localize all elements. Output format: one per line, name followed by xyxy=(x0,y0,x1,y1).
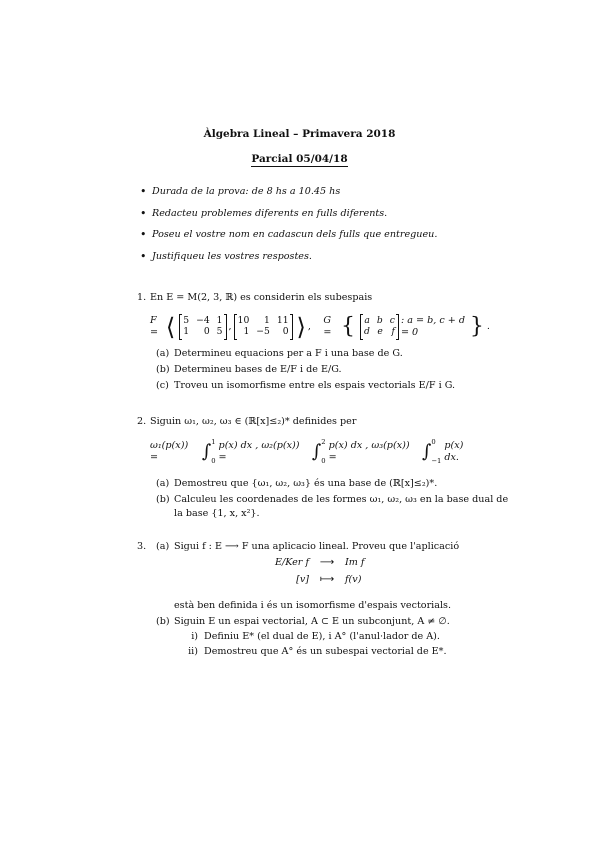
matrix-cell: b xyxy=(376,315,383,327)
formula-tail: p(x) dx. xyxy=(444,440,464,463)
problem1-part-label: (a) xyxy=(156,348,170,359)
matrix-cell: 1 xyxy=(263,315,270,327)
left-brace: { xyxy=(341,314,355,339)
left-angle: ⟨ xyxy=(165,313,176,341)
map-element: [v] xyxy=(296,574,309,585)
matrix-cell: a xyxy=(364,315,370,327)
matrix-cell: 11 xyxy=(276,315,289,327)
matrix-cell: 0 xyxy=(203,326,210,337)
problem1-part-text: Determineu equacions per a F i una base de G. xyxy=(174,348,403,359)
problem2-part-text: Demostreu que {ω₁, ω₂, ω₃} és una base de (ℝ[x]≤₂)*. xyxy=(174,478,438,489)
problem2-formula xyxy=(150,436,480,468)
matrix-cell: e xyxy=(377,326,383,337)
matrix-f2 xyxy=(234,315,293,338)
lower-limit: −1 xyxy=(431,457,442,466)
lower-limit: 0 xyxy=(211,457,216,466)
problem2-part-label: (a) xyxy=(156,478,170,489)
instruction-item: • Redacteu problemes diferents en fulls diferents. xyxy=(140,208,540,230)
map-definition xyxy=(261,557,421,591)
map-codomain: Im f xyxy=(345,557,365,568)
integral-limits xyxy=(431,439,441,465)
matrix-cell: −4 xyxy=(196,315,210,327)
integral-sign: ∫ xyxy=(311,441,322,462)
problem1-part-text: Determineu bases de E/F i de E/G. xyxy=(174,364,342,375)
problem3-part-label: (b) xyxy=(156,616,170,627)
upper-limit: 0 xyxy=(431,438,436,446)
problem1-number: 1. xyxy=(137,292,147,303)
comma: , xyxy=(228,321,232,332)
long-right-arrow-icon: ⟶ xyxy=(319,557,335,568)
map-row xyxy=(261,557,421,574)
spacer: , xyxy=(307,321,311,332)
instructions-list xyxy=(140,186,540,272)
matrix-cell: 1 xyxy=(183,326,190,337)
matrix-cell: 5 xyxy=(183,315,190,327)
omega1-def: ω₁(p(x)) = xyxy=(150,440,189,463)
matrix-cell: −5 xyxy=(256,326,270,337)
matrix-cell: 1 xyxy=(243,326,250,337)
problem3-part-text: està ben definida i és un isomorfisme d'espais vectorials. xyxy=(174,600,451,611)
problem2-number: 2. xyxy=(137,416,147,427)
problem1-part-label: (c) xyxy=(156,380,169,391)
problem3-subitem-text: Demostreu que A° és un subespai vectorial de E*. xyxy=(204,646,447,657)
matrix-g xyxy=(360,315,399,338)
problem1-part-label: (b) xyxy=(156,364,170,375)
g-condition: : a = b, c + d = 0 xyxy=(400,315,465,338)
matrix-cell: 1 xyxy=(216,315,223,327)
problem1-intro: En E = M(2, 3, ℝ) es considerin els subespais xyxy=(150,292,373,303)
matrix-f1 xyxy=(179,315,226,338)
lower-limit: 0 xyxy=(321,457,326,466)
problem1-part-text: Troveu un isomorfisme entre els espais vectorials E/F i G. xyxy=(174,380,456,391)
omega2-def: p(x) dx , ω₂(p(x)) = xyxy=(218,440,300,463)
period: . xyxy=(486,321,490,332)
problem2-part-text: Calculeu les coordenades de les formes ω₁, ω₂, ω₃ en la base dual de xyxy=(174,494,509,505)
subtitle-text: Parcial 05/04/18 xyxy=(251,153,348,165)
matrix-cell: f xyxy=(391,326,395,337)
matrix-cell: d xyxy=(364,326,370,337)
upper-limit: 1 xyxy=(211,438,216,446)
map-image: f(v) xyxy=(345,574,362,585)
problem1-formula xyxy=(150,312,490,342)
problem2-part-text: la base {1, x, x²}. xyxy=(174,508,260,519)
problem3-part-text: Siguin E un espai vectorial, A ⊂ E un subconjunt, A ≠ ∅. xyxy=(174,616,450,627)
right-angle: ⟩ xyxy=(296,313,306,341)
map-row xyxy=(261,574,421,591)
integral-limits xyxy=(211,439,215,465)
page-subtitle xyxy=(0,153,599,166)
matrix-cell: 10 xyxy=(237,315,250,327)
integral-sign: ∫ xyxy=(421,441,432,462)
problem3-part-label: (a) xyxy=(156,541,170,552)
problem3-part-text: Sigui f : E ⟶ F una aplicacio lineal. Proveu que l'aplicació xyxy=(174,541,460,552)
page-title: Àlgebra Lineal – Primavera 2018 xyxy=(203,128,396,140)
integral-limits xyxy=(321,439,325,465)
instruction-item: • Poseu el vostre nom en cadascun dels fulls que entregueu. xyxy=(140,229,540,251)
omega3-def: p(x) dx , ω₃(p(x)) = xyxy=(328,440,410,463)
problem3-subitem-label: i) xyxy=(191,631,198,642)
maps-to-arrow-icon: ⟼ xyxy=(319,574,335,585)
g-label: G = xyxy=(323,315,332,338)
problem3-number: 3. xyxy=(137,541,147,552)
problem3-subitem-label: ii) xyxy=(188,646,198,657)
problem2-intro: Siguin ω₁, ω₂, ω₃ ∈ (ℝ[x]≤₂)* definides per xyxy=(150,416,357,427)
map-domain: E/Ker f xyxy=(274,557,309,568)
matrix-cell: c xyxy=(389,315,395,327)
matrix-cell: 5 xyxy=(216,326,223,337)
instruction-item: • Justifiqueu les vostres respostes. xyxy=(140,251,540,273)
problem3-subitem-text: Definiu E* (el dual de E), i A° (l'anul·lador de A). xyxy=(204,631,440,642)
matrix-cell: 0 xyxy=(282,326,289,337)
problem2-part-label: (b) xyxy=(156,494,170,505)
right-brace: } xyxy=(469,314,484,339)
upper-limit: 2 xyxy=(321,438,326,446)
f-label: F = xyxy=(150,315,159,338)
instruction-item: • Durada de la prova: de 8 hs a 10.45 hs xyxy=(140,186,540,208)
integral-sign: ∫ xyxy=(201,441,212,462)
